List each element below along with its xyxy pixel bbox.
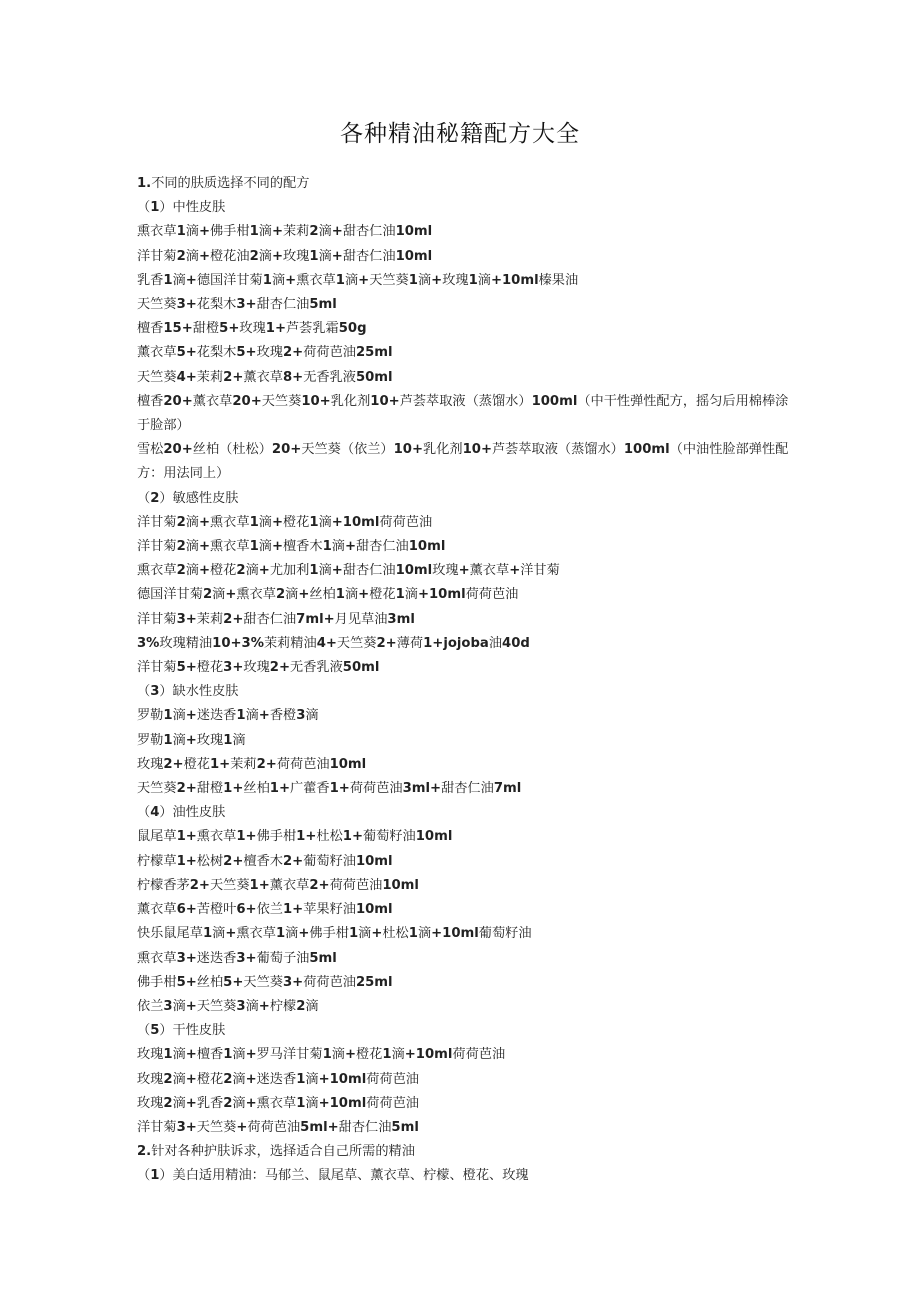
recipe-line: 德国洋甘菊2滴+熏衣草2滴+丝柏1滴+橙花1滴+10ml荷荷芭油 (137, 587, 519, 603)
subsection-heading: （3）缺水性皮肤 (137, 684, 239, 700)
recipe-line: 柠檬香茅2+天竺葵1+薰衣草2+荷荷芭油10ml (137, 877, 419, 893)
section-heading: 2.针对各种护肤诉求，选择适合自己所需的精油 (137, 1144, 415, 1160)
recipe-line: 洋甘菊2滴+熏衣草1滴+檀香木1滴+甜杏仁油10ml (137, 539, 446, 555)
recipe-line: 玫瑰2滴+乳香2滴+熏衣草1滴+10ml荷荷芭油 (137, 1095, 419, 1111)
recipe-line: 檀香20+薰衣草20+天竺葵10+乳化剂10+芦荟萃取液（蒸馏水）100ml（中干性弹性配方，摇匀后用棉棒涂于脸部） (137, 393, 789, 434)
recipe-line: 快乐鼠尾草1滴+熏衣草1滴+佛手柑1滴+杜松1滴+10ml葡萄籽油 (137, 926, 532, 942)
recipe-line: 薰衣草6+苦橙叶6+依兰1+苹果籽油10ml (137, 902, 393, 918)
recipe-line: 洋甘菊2滴+熏衣草1滴+橙花1滴+10ml荷荷芭油 (137, 514, 433, 530)
recipe-line: 洋甘菊3+天竺葵+荷荷芭油5ml+甜杏仁油5ml (137, 1119, 419, 1135)
section-heading: 1.不同的肤质选择不同的配方 (137, 176, 310, 191)
recipe-line: 鼠尾草1+熏衣草1+佛手柑1+杜松1+葡萄籽油10ml (137, 829, 453, 845)
recipe-line: 罗勒1滴+迷迭香1滴+香橙3滴 (137, 708, 319, 724)
recipe-line: 依兰3滴+天竺葵3滴+柠檬2滴 (137, 998, 319, 1014)
recipe-line: 罗勒1滴+玫瑰1滴 (137, 732, 246, 748)
document-title: 各种精油秘籍配方大全 (340, 121, 580, 147)
recipe-line: 熏衣草2滴+橙花2滴+尤加利1滴+甜杏仁油10ml玫瑰+薰衣草+洋甘菊 (137, 563, 560, 579)
recipe-line: 佛手柑5+丝柏5+天竺葵3+荷荷芭油25ml (137, 974, 393, 990)
recipe-line: 雪松20+丝柏（杜松）20+天竺葵（依兰）10+乳化剂10+芦荟萃取液（蒸馏水）100ml（中油性脸部弹性配方：用法同上） (137, 442, 789, 482)
recipe-line: 乳香1滴+德国洋甘菊1滴+熏衣草1滴+天竺葵1滴+玫瑰1滴+10ml榛果油 (137, 272, 579, 288)
recipe-line: 檀香15+甜橙5+玫瑰1+芦荟乳霜50g (137, 321, 367, 337)
subsection-heading: （4）油性皮肤 (137, 805, 226, 821)
recipe-line: 柠檬草1+松树2+檀香木2+葡萄籽油10ml (137, 853, 393, 869)
recipe-line: 洋甘菊5+橙花3+玫瑰2+无香乳液50ml (137, 660, 380, 676)
subsection-heading: （5）干性皮肤 (137, 1023, 226, 1039)
recipe-line: 洋甘菊2滴+橙花油2滴+玫瑰1滴+甜杏仁油10ml (137, 248, 433, 264)
recipe-line: 天竺葵4+茉莉2+薰衣草8+无香乳液50ml (137, 369, 393, 385)
recipe-line: 薰衣草5+花梨木5+玫瑰2+荷荷芭油25ml (137, 345, 393, 361)
recipe-line: 玫瑰1滴+檀香1滴+罗马洋甘菊1滴+橙花1滴+10ml荷荷芭油 (137, 1047, 506, 1063)
subsection-heading: （2）敏感性皮肤 (137, 490, 239, 506)
recipe-line: 天竺葵3+花梨木3+甜杏仁油5ml (137, 297, 337, 313)
recipe-line: 玫瑰2+橙花1+茉莉2+荷荷芭油10ml (137, 756, 367, 772)
recipe-line: 天竺葵2+甜橙1+丝柏1+广藿香1+荷荷芭油3ml+甜杏仁油7ml (137, 781, 522, 797)
recipe-line: 熏衣草1滴+佛手柑1滴+茉莉2滴+甜杏仁油10ml (137, 224, 433, 240)
recipe-line: 洋甘菊3+茉莉2+甜杏仁油7ml+月见草油3ml (137, 611, 415, 627)
subsection-heading: （1）美白适用精油：马郁兰、鼠尾草、薰衣草、柠檬、橙花、玫瑰 (137, 1168, 529, 1184)
recipe-line: 玫瑰2滴+橙花2滴+迷迭香1滴+10ml荷荷芭油 (137, 1071, 419, 1087)
subsection-heading: （1）中性皮肤 (137, 200, 226, 216)
recipe-line: 熏衣草3+迷迭香3+葡萄子油5ml (137, 950, 337, 966)
recipe-line: 3%玫瑰精油10+3%茉莉精油4+天竺葵2+薄荷1+jojoba油40d (137, 635, 530, 651)
document-body (137, 172, 797, 1189)
